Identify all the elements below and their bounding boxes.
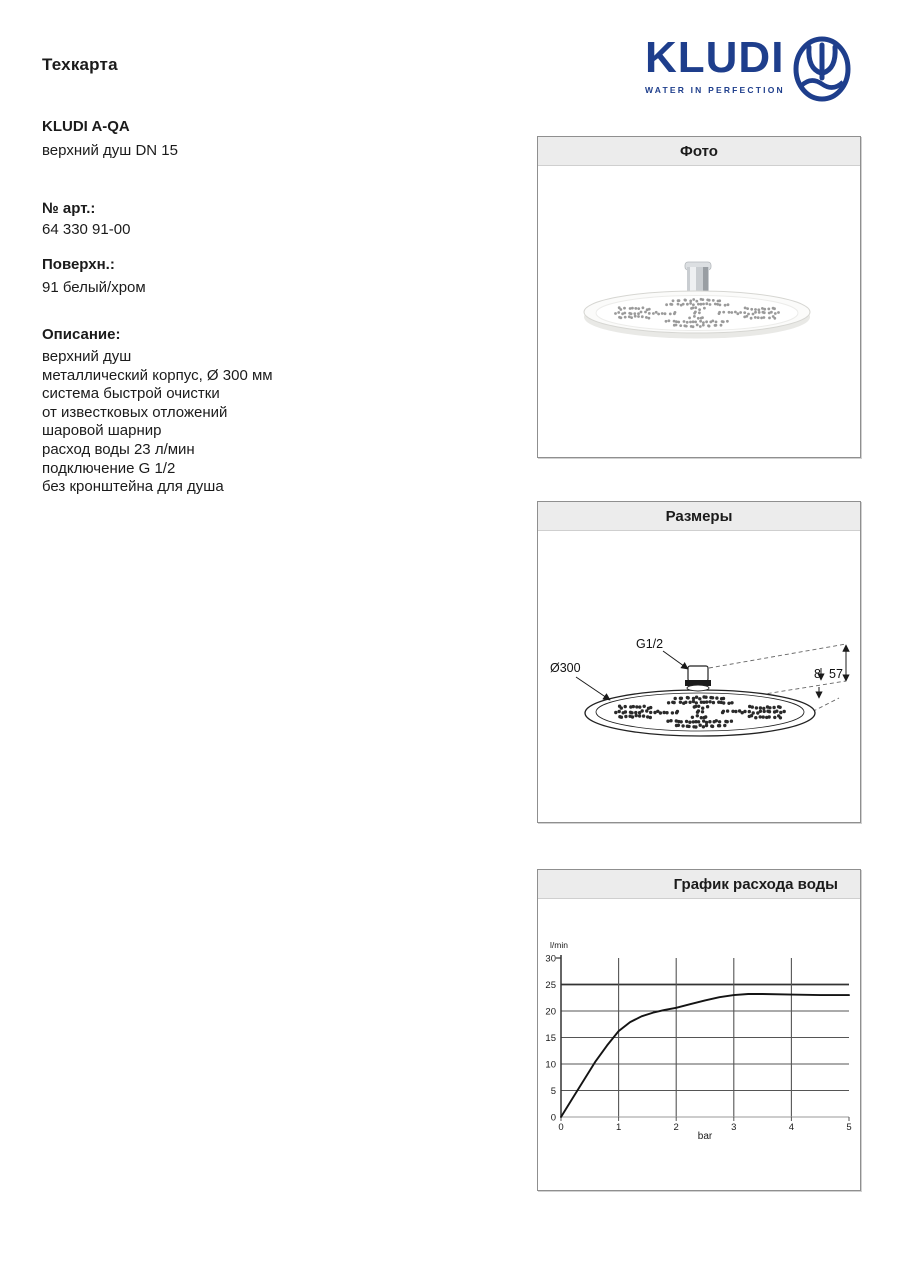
flow-chart-panel: [537, 869, 861, 1191]
flow-rate-curve: [561, 994, 849, 1117]
article-value: 64 330 91-00: [42, 221, 131, 238]
description-line: подключение G 1/2: [42, 459, 176, 477]
dimensions-panel: [537, 501, 861, 823]
description-line: расход воды 23 л/мин: [42, 440, 195, 458]
photo-panel: [537, 136, 861, 458]
y-tick-label: 15: [545, 1033, 556, 1044]
y-axis-label: l/min: [550, 940, 568, 950]
thread-leader-line: [663, 651, 688, 669]
description-line: верхний душ: [42, 348, 132, 365]
x-tick-label: 0: [558, 1122, 564, 1133]
surface-label: Поверхн.:: [42, 256, 115, 273]
drawing-connector: [685, 666, 711, 691]
flow-chart-svg: [538, 899, 860, 1191]
kludi-emblem-icon: [792, 36, 852, 102]
photo-disc: [584, 291, 810, 339]
x-tick-label: 2: [673, 1122, 679, 1133]
x-tick-label: 3: [731, 1122, 737, 1133]
thickness-label: 8: [814, 667, 821, 681]
product-name: KLUDI A-QA: [42, 118, 130, 135]
y-tick-label: 30: [545, 953, 556, 965]
drawing-disc: [585, 690, 815, 736]
flow-chart-panel-header: График расхода воды: [538, 870, 860, 899]
dimensions-panel-header: Размеры: [538, 502, 860, 531]
description-line: система быстрой очистки: [42, 385, 220, 403]
surface-value: 91 белый/хром: [42, 279, 146, 296]
diameter-label: Ø300: [550, 661, 581, 675]
description-line: без кронштейна для душа: [42, 478, 224, 496]
description-line: от известковых отложений: [42, 403, 228, 421]
article-label: № арт.:: [42, 200, 96, 217]
y-tick-label: 20: [545, 1006, 556, 1018]
height-label: 57: [829, 667, 843, 681]
y-tick-label: 5: [550, 1086, 556, 1097]
description-lines: [42, 348, 273, 497]
description-label: Описание:: [42, 326, 121, 343]
product-subtitle: верхний душ DN 15: [42, 142, 178, 159]
y-tick-label: 0: [550, 1112, 556, 1124]
kludi-logo-text: [645, 33, 785, 95]
kludi-tagline: WATER IN PERFECTION: [645, 85, 785, 95]
diameter-leader-line: [576, 677, 610, 700]
x-axis-label: bar: [697, 1131, 713, 1142]
x-tick-label: 1: [615, 1122, 622, 1133]
description-line: шаровой шарнир: [42, 422, 162, 440]
kludi-logo: [645, 33, 852, 102]
dimensions-drawing: [538, 531, 860, 823]
x-tick-label: 4: [788, 1122, 795, 1133]
product-photo: [538, 166, 860, 458]
page-title: Техкарта: [42, 55, 118, 74]
description-line: металлический корпус, Ø 300 мм: [42, 366, 273, 384]
y-tick-label: 25: [545, 980, 556, 991]
photo-panel-header: Фото: [538, 137, 860, 166]
y-tick-label: 10: [545, 1059, 556, 1071]
x-tick-label: 5: [846, 1122, 852, 1133]
kludi-wordmark: KLUDI: [645, 33, 785, 82]
thread-label: G1/2: [636, 637, 664, 651]
